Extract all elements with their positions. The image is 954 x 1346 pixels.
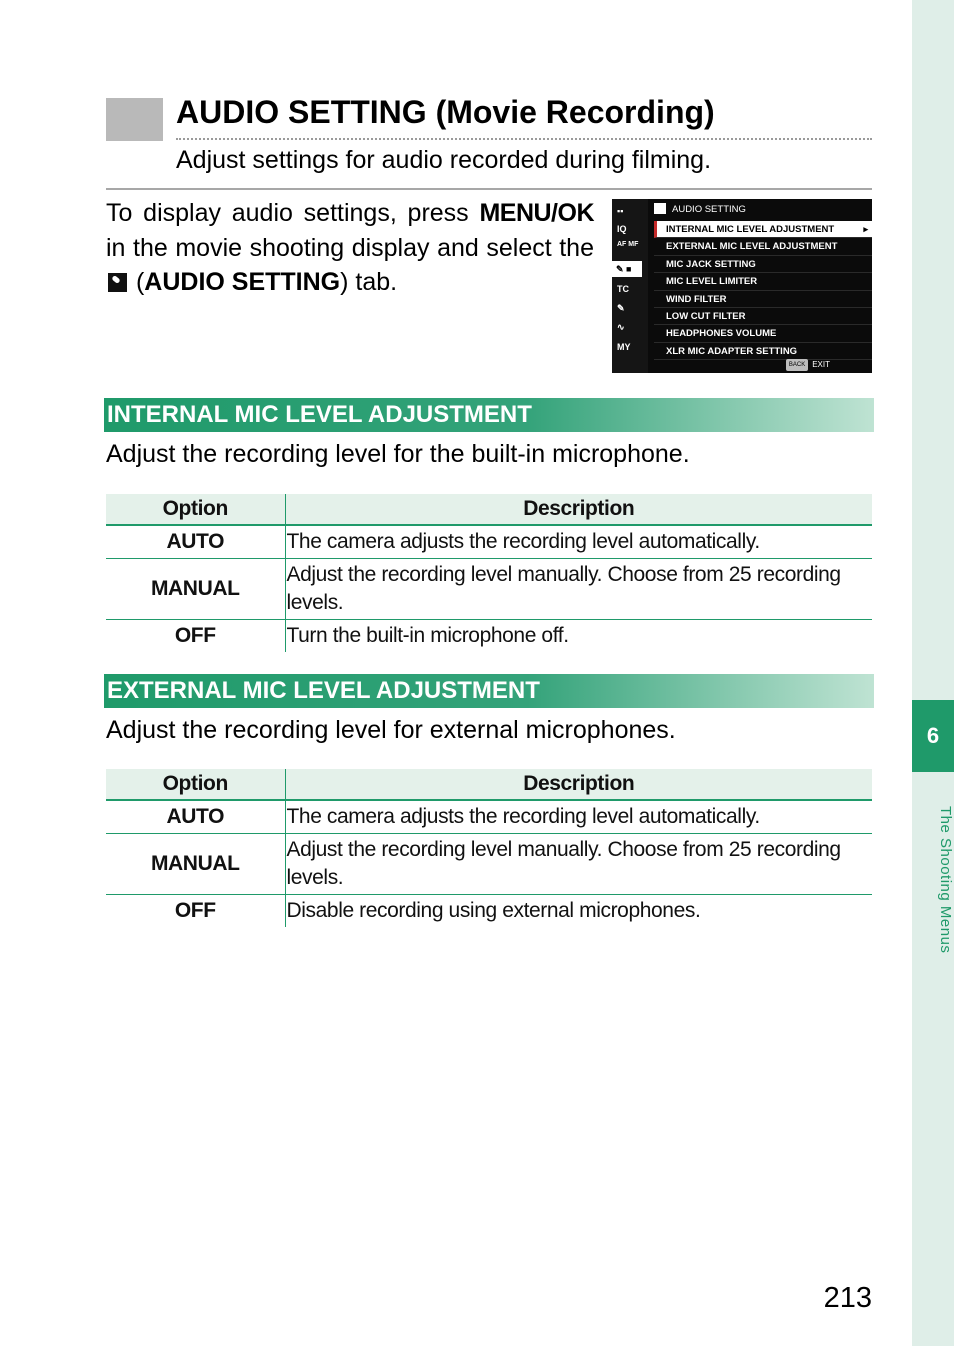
menu-ok-key: MENU/OK bbox=[479, 199, 594, 227]
wireless-icon: ∿ bbox=[617, 322, 625, 332]
image-quality-icon: IQ bbox=[617, 224, 627, 234]
header-description: Description bbox=[285, 769, 872, 800]
page-title: AUDIO SETTING (Movie Recording) bbox=[176, 94, 715, 130]
my-menu-icon: MY bbox=[617, 342, 631, 352]
camera-menu-item: MIC JACK SETTING bbox=[654, 256, 872, 273]
af-mf-icon: AF MF bbox=[617, 241, 639, 248]
section-description-internal-mic: Adjust the recording level for the built-in microphone. bbox=[106, 440, 690, 468]
table-header-row bbox=[106, 769, 872, 800]
options-table-internal-mic bbox=[106, 494, 872, 652]
table-row bbox=[106, 800, 872, 834]
chapter-side-strip bbox=[912, 0, 954, 1346]
intro-text-3: ) tab. bbox=[340, 268, 398, 296]
option-name: MANUAL bbox=[106, 834, 285, 895]
timecode-icon: TC bbox=[617, 284, 629, 294]
page-subtitle: Adjust settings for audio recorded during filming. bbox=[176, 146, 712, 174]
option-description: The camera adjusts the recording level automatically. bbox=[286, 805, 760, 828]
audio-setting-side-icon: ✎ ■ bbox=[612, 261, 642, 277]
camera-menu-header bbox=[654, 202, 746, 218]
header-description: Description bbox=[285, 494, 872, 525]
section-heading-external-mic: EXTERNAL MIC LEVEL ADJUSTMENT bbox=[104, 674, 874, 708]
option-name: AUTO bbox=[106, 800, 285, 834]
intro-text-2: in the movie shooting display and select the bbox=[106, 233, 594, 262]
camera-menu-list bbox=[654, 221, 872, 360]
camera-menu-item: MIC LEVEL LIMITER bbox=[654, 273, 872, 290]
option-name: AUTO bbox=[106, 525, 285, 559]
page-number: 213 bbox=[823, 1282, 872, 1314]
option-description: Disable recording using external microphones. bbox=[285, 895, 872, 928]
option-description: The camera adjusts the recording level automatically. bbox=[286, 530, 760, 553]
option-description: Adjust the recording level manually. Choose from 25 recording levels. bbox=[285, 834, 872, 895]
camera-menu-header-text: AUDIO SETTING bbox=[672, 204, 746, 215]
intro-text-1: To display audio settings, press bbox=[106, 199, 480, 227]
intro-paragraph bbox=[106, 196, 594, 300]
section-description-external-mic: Adjust the recording level for external microphones. bbox=[106, 716, 676, 744]
audio-setting-tab-name: AUDIO SETTING bbox=[144, 268, 341, 296]
header-option: Option bbox=[106, 494, 285, 525]
movie-icon: ▪▪ bbox=[617, 206, 624, 216]
wrench-icon: ✎ bbox=[617, 303, 625, 313]
camera-menu-screenshot bbox=[612, 199, 872, 373]
back-button-glyph: BACK bbox=[786, 359, 808, 371]
table-row bbox=[106, 895, 872, 928]
intro-paren: ( bbox=[129, 268, 145, 296]
title-dotted-rule bbox=[176, 138, 872, 140]
option-name: OFF bbox=[106, 895, 285, 928]
camera-menu-item: WIND FILTER bbox=[654, 291, 872, 308]
camera-menu-footer bbox=[786, 359, 830, 371]
option-name: MANUAL bbox=[106, 559, 285, 620]
camera-menu-item: XLR MIC ADAPTER SETTING bbox=[654, 343, 872, 360]
header-option: Option bbox=[106, 769, 285, 800]
audio-setting-tab-icon bbox=[108, 273, 127, 292]
subtitle-rule bbox=[106, 188, 872, 190]
chapter-label: The Shooting Menus bbox=[937, 806, 954, 954]
title-marker-box bbox=[106, 98, 163, 141]
table-row bbox=[106, 525, 872, 559]
option-name: OFF bbox=[106, 620, 285, 653]
table-row bbox=[106, 620, 872, 653]
option-description: Turn the built-in microphone off. bbox=[285, 620, 872, 653]
chapter-number-tab: 6 bbox=[912, 700, 954, 772]
table-header-row bbox=[106, 494, 872, 525]
exit-label: EXIT bbox=[812, 360, 830, 369]
table-row bbox=[106, 559, 872, 620]
option-description: Adjust the recording level manually. Choose from 25 recording levels. bbox=[285, 559, 872, 620]
camera-menu-item: INTERNAL MIC LEVEL ADJUSTMENT ▸ bbox=[654, 221, 872, 238]
camera-menu-item: LOW CUT FILTER bbox=[654, 308, 872, 325]
options-table-external-mic bbox=[106, 769, 872, 927]
audio-tab-icon bbox=[654, 203, 666, 214]
camera-menu-sidebar bbox=[612, 199, 648, 373]
camera-menu-item: EXTERNAL MIC LEVEL ADJUSTMENT bbox=[654, 238, 872, 255]
camera-menu-item: HEADPHONES VOLUME bbox=[654, 325, 872, 342]
section-heading-internal-mic: INTERNAL MIC LEVEL ADJUSTMENT bbox=[104, 398, 874, 432]
table-row bbox=[106, 834, 872, 895]
